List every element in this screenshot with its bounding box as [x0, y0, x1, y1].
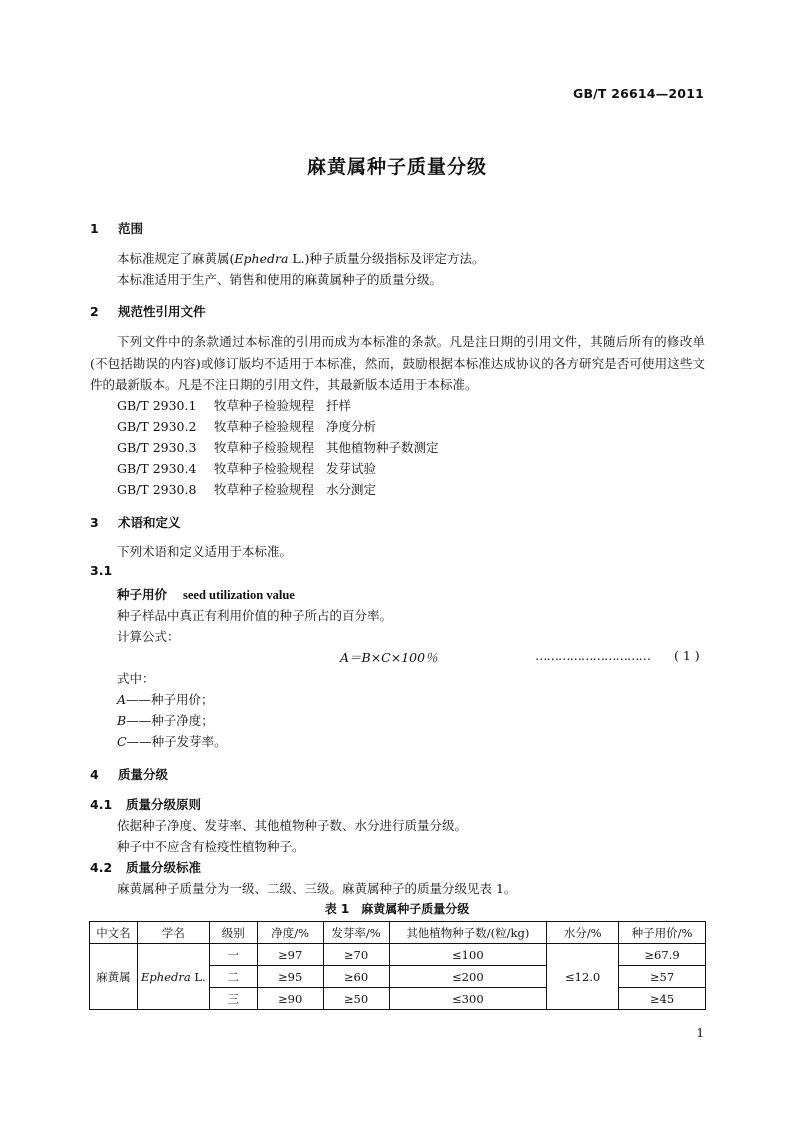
section-2-heading: [90, 302, 206, 320]
section-title: 范围: [118, 221, 144, 236]
germination-cell: ≥50: [323, 988, 389, 1010]
variable-definition: C——种子发芽率。: [117, 734, 227, 749]
column-header: 净度/%: [257, 922, 323, 944]
column-header: 种子用价/%: [619, 922, 706, 944]
table-caption: 表 1 麻黄属种子质量分级: [324, 902, 470, 916]
scientific-name-cell: Ephedra L.: [137, 944, 209, 1010]
other-seeds-cell: ≤100: [389, 944, 547, 966]
where-label: 式中：: [117, 671, 155, 686]
section-title: 质量分级: [118, 767, 169, 782]
principle-paragraph-1: 依据种子净度、发芽率、其他植物种子数、水分进行质量分级。: [117, 818, 468, 833]
table-row: [90, 944, 706, 966]
utilization-value-cell: ≥45: [619, 988, 706, 1010]
section-title: 规范性引用文件: [118, 304, 206, 319]
germination-cell: ≥60: [323, 966, 389, 988]
section-number: 1: [90, 221, 99, 236]
purity-cell: ≥97: [257, 944, 323, 966]
column-header: 发芽率/%: [323, 922, 389, 944]
section-3-heading: [90, 513, 181, 531]
germination-cell: ≥70: [323, 944, 389, 966]
standard-code: GB/T 26614—2011: [572, 86, 704, 101]
moisture-cell: ≤12.0: [547, 944, 619, 1010]
utilization-value-cell: ≥67.9: [619, 944, 706, 966]
other-seeds-cell: ≤200: [389, 966, 547, 988]
section-4-heading: [90, 765, 168, 783]
principle-paragraph-2: 种子中不应含有检疫性植物种子。: [117, 839, 305, 854]
grade-cell: 一: [209, 944, 257, 966]
column-header: 级别: [209, 922, 257, 944]
grading-paragraph: 麻黄属种子质量分为一级、二级、三级。麻黄属种子的质量分级见表 1。: [117, 881, 517, 896]
section-number: 4: [90, 767, 99, 782]
table-header-row: [90, 922, 706, 944]
column-header: 学名: [137, 922, 209, 944]
scope-paragraph-2: 本标准适用于生产、销售和使用的麻黄属种子的质量分级。: [117, 272, 443, 287]
grade-cell: 二: [209, 966, 257, 988]
purity-cell: ≥95: [257, 966, 323, 988]
subsection-4-1-heading: 4.1 质量分级原则: [90, 797, 202, 812]
column-header: 水分/%: [547, 922, 619, 944]
variable-definition: B——种子净度；: [117, 713, 214, 728]
section-number: 3: [90, 515, 99, 530]
chinese-name-cell: 麻黄属: [90, 944, 138, 1010]
purity-cell: ≥90: [257, 988, 323, 1010]
variable-definition: A——种子用价；: [117, 692, 214, 707]
reference-item: GB/T 2930.3 牧草种子检验规程 其他植物种子数测定: [117, 440, 439, 455]
term-entry: 种子用价 seed utilization value: [117, 587, 295, 602]
reference-item: GB/T 2930.2 牧草种子检验规程 净度分析: [117, 419, 377, 434]
formula-label: 计算公式：: [117, 629, 180, 644]
formula-number: ( 1 ): [674, 648, 700, 663]
formula-leader-dots: …………………………: [535, 648, 650, 663]
other-seeds-cell: ≤300: [389, 988, 547, 1010]
grade-cell: 三: [209, 988, 257, 1010]
column-header: 其他植物种子数/(粒/kg): [389, 922, 547, 944]
section-1-heading: [90, 219, 143, 237]
document-title: 麻黄属种子质量分级: [306, 156, 487, 178]
term-definition: 种子样品中真正有利用价值的种子所占的百分率。: [117, 608, 393, 623]
utilization-value-cell: ≥57: [619, 966, 706, 988]
reference-item: GB/T 2930.1 牧草种子检验规程 扦样: [117, 398, 352, 413]
scope-paragraph-1: 本标准规定了麻黄属(Ephedra L.)种子质量分级指标及评定方法。: [117, 251, 485, 266]
section-number: 2: [90, 304, 99, 319]
quality-grade-table: [89, 921, 706, 1010]
reference-item: GB/T 2930.8 牧草种子检验规程 水分测定: [117, 482, 377, 497]
section-title: 术语和定义: [118, 515, 181, 530]
formula: A＝B×C×100％: [340, 650, 438, 665]
column-header: 中文名: [90, 922, 138, 944]
page-number: 1: [696, 1026, 704, 1040]
reference-item: GB/T 2930.4 牧草种子检验规程 发芽试验: [117, 461, 377, 476]
subsection-4-2-heading: 4.2 质量分级标准: [90, 860, 202, 875]
references-intro: 下列文件中的条款通过本标准的引用而成为本标准的条款。凡是注日期的引用文件，其随后所有的修改单(不包括勘误的内容)或修订版均不适用于本标准，然而，鼓励根据本标准达成协议的各方研究是否可使用这些文件的最新版本。凡是不注日期的引用文件，其最新版本适用于本标准。: [90, 334, 705, 392]
subsection-3-1-number: 3.1: [90, 563, 113, 578]
terms-intro: 下列术语和定义适用于本标准。: [117, 544, 293, 559]
